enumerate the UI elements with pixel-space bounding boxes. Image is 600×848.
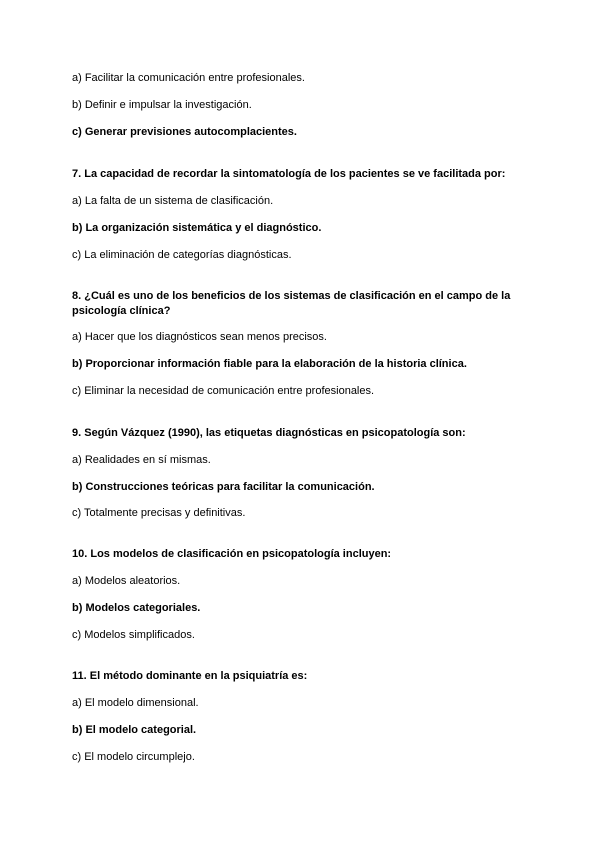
option-8b-correct: b) Proporcionar información fiable para la elaboración de la historia clínica. [72,358,467,370]
option-6c-correct: c) Generar previsiones autocomplacientes. [72,126,297,138]
option-7a: a) La falta de un sistema de clasificación. [72,195,274,207]
option-9c: c) Totalmente precisas y definitivas. [72,507,246,519]
option-8c: c) Eliminar la necesidad de comunicación entre profesionales. [72,385,375,397]
option-6a: a) Facilitar la comunicación entre profesionales. [72,72,305,84]
question-8: 8. ¿Cuál es uno de los beneficios de los sistemas de clasificación en el campo de la psicología clínica? [72,290,511,317]
question-10: 10. Los modelos de clasificación en psicopatología incluyen: [72,548,392,560]
option-11c: c) El modelo circumplejo. [72,751,195,763]
option-10b-correct: b) Modelos categoriales. [72,602,201,614]
option-7b-correct: b) La organización sistemática y el diagnóstico. [72,222,322,234]
option-10c: c) Modelos simplificados. [72,629,195,641]
option-11a: a) El modelo dimensional. [72,697,199,709]
option-7c: c) La eliminación de categorías diagnósticas. [72,249,292,261]
option-11b-correct: b) El modelo categorial. [72,724,197,736]
question-9: 9. Según Vázquez (1990), las etiquetas diagnósticas en psicopatología son: [72,427,466,439]
option-10a: a) Modelos aleatorios. [72,575,181,587]
option-9b-correct: b) Construcciones teóricas para facilitar la comunicación. [72,481,375,493]
question-7: 7. La capacidad de recordar la sintomatología de los pacientes se ve facilitada por: [72,168,506,180]
option-9a: a) Realidades en sí mismas. [72,454,211,466]
option-6b: b) Definir e impulsar la investigación. [72,99,252,111]
option-8a: a) Hacer que los diagnósticos sean menos precisos. [72,331,327,343]
question-11: 11. El método dominante en la psiquiatría es: [72,670,308,682]
